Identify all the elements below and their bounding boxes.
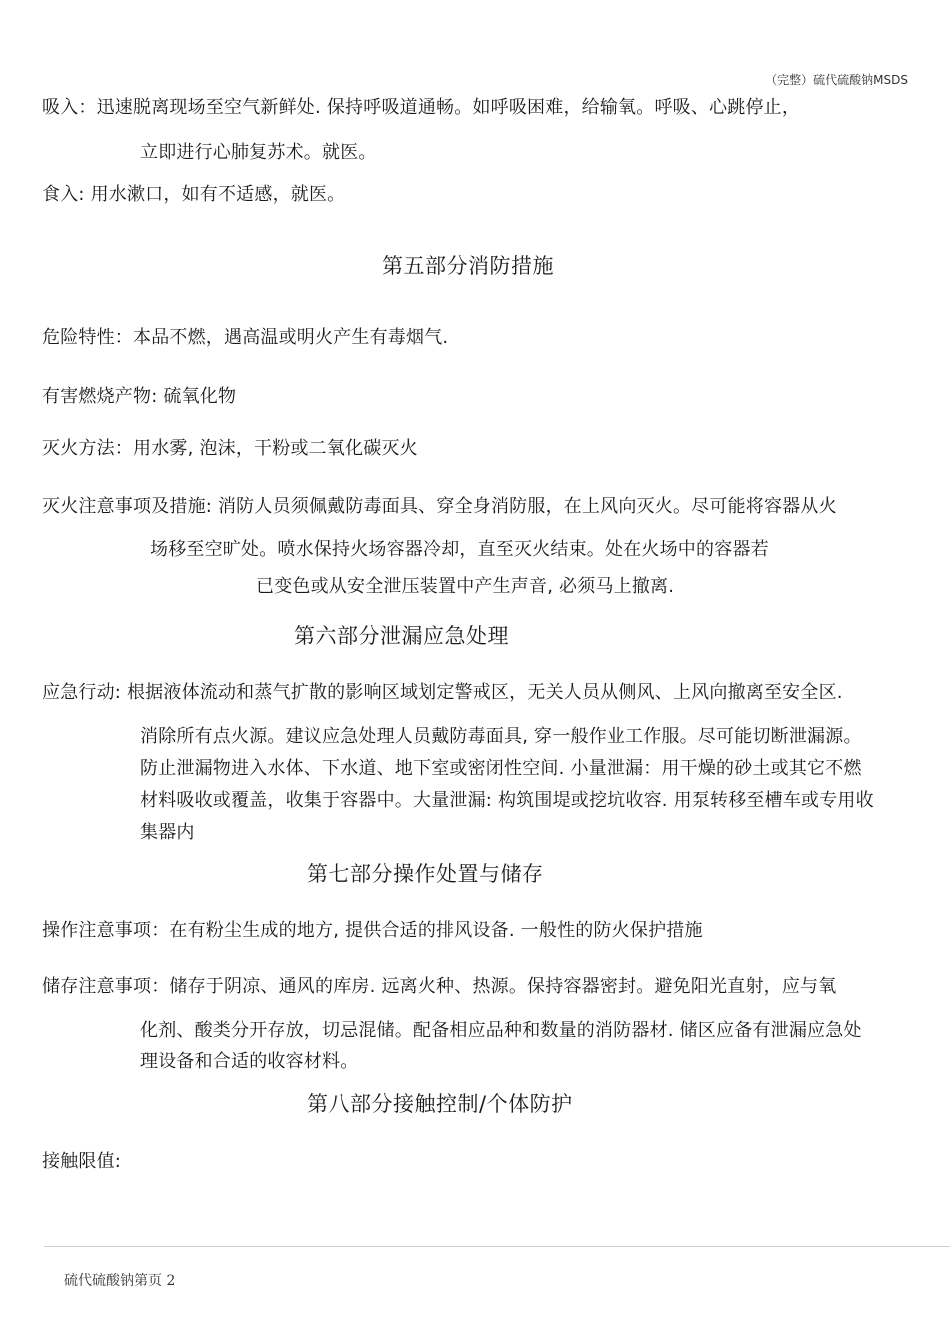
section-5-extinguishing-method: 灭火方法：用水雾, 泡沫，干粉或二氧化碳灭火 (42, 438, 418, 459)
section-5-title: 第五部分消防措施 (382, 254, 554, 278)
document-header-title: （完整）硫代硫酸钠MSDS (765, 73, 908, 87)
footer-divider (44, 1246, 950, 1247)
section-5-notes-line-1: 灭火注意事项及措施: 消防人员须佩戴防毒面具、穿全身消防服，在上风向灭火。尽可能将容器从火 (42, 496, 837, 517)
section-8-title: 第八部分接触控制/个体防护 (307, 1092, 573, 1116)
section-5-combustion-products: 有害燃烧产物: 硫氧化物 (42, 386, 237, 407)
first-aid-ingestion: 食入: 用水漱口，如有不适感，就医。 (42, 184, 346, 205)
first-aid-inhalation-line-2: 立即进行心肺复苏术。就医。 (140, 142, 377, 163)
section-6-line-4: 材料吸收或覆盖，收集于容器中。大量泄漏: 构筑围堤或挖坑收容. 用泵转移至槽车或专用收 (140, 790, 874, 811)
section-6-line-2: 消除所有点火源。建议应急处理人员戴防毒面具, 穿一般作业工作服。尽可能切断泄漏源。 (140, 726, 862, 747)
section-5-notes-line-2: 场移至空旷处。喷水保持火场容器冷却，直至灭火结束。处在火场中的容器若 (150, 539, 769, 560)
section-7-title: 第七部分操作处置与储存 (307, 862, 544, 886)
section-5-notes-line-3: 已变色或从安全泄压装置中产生声音, 必须马上撤离. (256, 576, 675, 597)
section-6-line-3: 防止泄漏物进入水体、下水道、地下室或密闭性空间. 小量泄漏：用干燥的砂土或其它不燃 (140, 758, 862, 779)
section-7-storage-line-2: 化剂、酸类分开存放，切忌混储。配备相应品种和数量的消防器材. 储区应备有泄漏应急处 (140, 1020, 862, 1041)
section-6-title: 第六部分泄漏应急处理 (294, 624, 509, 648)
footer-page-label: 硫代硫酸钠第页 2 (64, 1273, 176, 1289)
section-7-storage-line-1: 储存注意事项：储存于阴凉、通风的库房. 远离火种、热源。保持容器密封。避免阳光直射，应与氧 (42, 976, 837, 997)
section-6-line-1: 应急行动: 根据液体流动和蒸气扩散的影响区域划定警戒区，无关人员从侧风、上风向撤离至安全区. (42, 682, 843, 703)
section-7-storage-line-3: 理设备和合适的收容材料。 (140, 1051, 359, 1072)
section-7-handling: 操作注意事项：在有粉尘生成的地方, 提供合适的排风设备. 一般性的防火保护措施 (42, 920, 703, 941)
first-aid-inhalation-line-1: 吸入：迅速脱离现场至空气新鲜处. 保持呼吸道通畅。如呼吸困难，给输氧。呼吸、心跳停止， (42, 97, 801, 118)
section-6-line-5: 集器内 (140, 822, 195, 843)
section-8-exposure-limits: 接触限值: (42, 1151, 122, 1172)
section-5-hazard: 危险特性：本品不燃，遇高温或明火产生有毒烟气. (42, 327, 449, 348)
